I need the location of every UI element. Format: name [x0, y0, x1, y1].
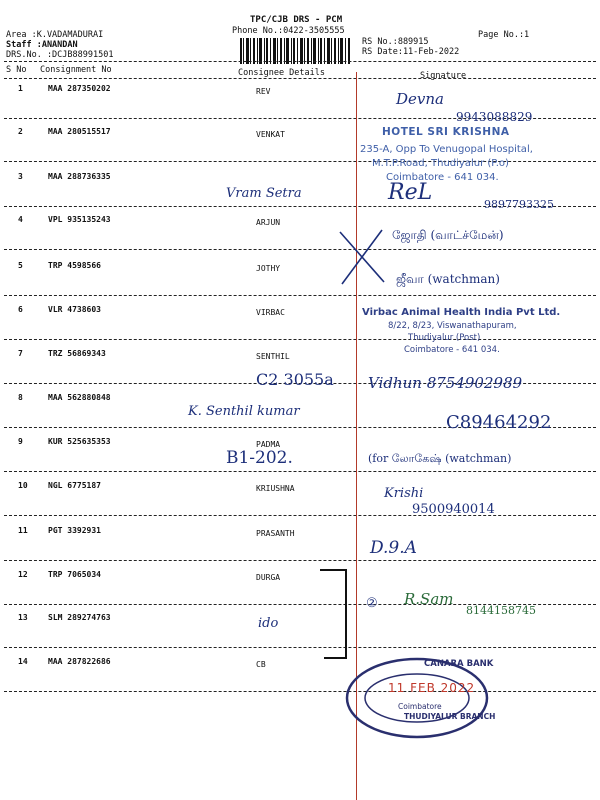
bank-stamp-date: 11 FEB 2022 [388, 681, 476, 695]
row-consignment-number: MAA 288736335 [48, 172, 111, 181]
cross-mark [336, 226, 388, 286]
signature-row3: ReL [388, 180, 433, 205]
signature-row5: ஜீவா (watchman) [396, 272, 500, 286]
row-serial: 10 [18, 481, 28, 490]
rs-date: RS Date:11-Feb-2022 [362, 47, 460, 57]
row-consignment-number: PGT 3392931 [48, 526, 101, 535]
row-consignee-name: SENTHIL [256, 352, 290, 361]
virbac-stamp-line1: 8/22, 8/23, Viswanathapuram, [388, 321, 517, 331]
row-consignee-name: KRIUSHNA [256, 484, 295, 493]
row-consignment-number: TRZ 56869343 [48, 349, 106, 358]
row-divider [4, 339, 596, 340]
row-serial: 1 [18, 84, 23, 93]
row-consignment-number: NGL 6775187 [48, 481, 101, 490]
rs-number: RS No.:889915 [362, 37, 429, 47]
note-row9: B1-202. [226, 448, 293, 468]
signature-row4: ஜோதி (வாட்ச்மேன்) [392, 228, 504, 242]
staff-label: Staff :ANANDAN [6, 40, 78, 50]
signature-row9: (for லோகேஷ் (watchman) [368, 452, 512, 465]
phone-number: Phone No.:0422-3505555 [232, 26, 345, 36]
col-consignee: Consignee Details [238, 68, 325, 78]
row-divider [4, 647, 596, 648]
row-serial: 7 [18, 349, 23, 358]
phone-row12: 8144158745 [466, 604, 536, 617]
row-divider [4, 295, 596, 296]
row-consignment-number: MAA 562880848 [48, 393, 111, 402]
document-title: TPC/CJB DRS - PCM [250, 15, 343, 25]
col-consignment: Consignment No [40, 65, 112, 75]
signature-row11: D.9.A [370, 538, 417, 558]
area-label: Area :K.VADAMADURAI [6, 30, 104, 40]
hotel-stamp-line1: 235-A, Opp To Venugopal Hospital, [360, 144, 533, 155]
row-consignment-number: VPL 935135243 [48, 215, 111, 224]
row-divider [4, 249, 596, 250]
row-serial: 8 [18, 393, 23, 402]
note-row7: C2 3055a [256, 370, 334, 389]
note-row8: K. Senthil kumar [188, 404, 300, 419]
circled-number-row12: ② [366, 596, 378, 611]
bank-stamp-city: Coimbatore [398, 702, 442, 711]
row-serial: 13 [18, 613, 28, 622]
row-serial: 6 [18, 305, 23, 314]
row-consignee-name: ARJUN [256, 218, 281, 227]
phone-row3: 9897793325 [484, 198, 554, 211]
row-serial: 11 [18, 526, 28, 535]
signature-row1: Devna [396, 90, 444, 108]
row-consignee-name: PADMA [256, 440, 281, 449]
row-serial: 4 [18, 215, 23, 224]
row-serial: 3 [18, 172, 23, 181]
row-consignee-name: REV [256, 87, 271, 96]
row-consignment-number: TRP 7065034 [48, 570, 101, 579]
note-row13: ido [258, 616, 279, 631]
row-consignment-number: VLR 4738603 [48, 305, 101, 314]
virbac-stamp-line2: Thudiyalur (Post) [408, 333, 481, 343]
hotel-stamp-name: HOTEL SRI KRISHNA [382, 126, 510, 138]
phone-row1: 9943088829 [456, 110, 533, 124]
col-sno: S No [6, 65, 27, 75]
note-row3: Vram Setra [226, 186, 302, 201]
row-consignee-name: CB [256, 660, 266, 669]
row-serial: 12 [18, 570, 28, 579]
bank-stamp-branch: THUDIYALUR BRANCH [404, 712, 496, 721]
row-consignee-name: VIRBAC [256, 308, 285, 317]
row-serial: 14 [18, 657, 28, 666]
signature-row10: Krishi [384, 486, 424, 501]
row-consignee-name: DURGA [256, 573, 281, 582]
signature-row12: R.Sam [404, 590, 454, 608]
row-divider [4, 471, 596, 472]
row-consignee-name: JOTHY [256, 264, 281, 273]
row-consignee-name: VENKAT [256, 130, 285, 139]
page-number: Page No.:1 [478, 30, 530, 40]
row-divider [4, 515, 596, 516]
row-consignment-number: TRP 4598566 [48, 261, 101, 270]
bank-stamp-name: CANARA BANK [424, 659, 494, 669]
row-consignment-number: MAA 280515517 [48, 127, 111, 136]
drs-number: DRS.No. :DCJB88991501 [6, 50, 114, 60]
row-consignment-number: KUR 525635353 [48, 437, 111, 446]
hotel-stamp-line3: Coimbatore - 641 034. [386, 172, 499, 183]
row-divider [4, 691, 596, 692]
row-serial: 5 [18, 261, 23, 270]
signature-row7: Vidhun 8754902989 [368, 374, 523, 392]
row-consignment-number: SLM 289274763 [48, 613, 111, 622]
row-consignment-number: MAA 287350202 [48, 84, 111, 93]
row-consignee-name: PRASANTH [256, 529, 295, 538]
bracket-mark [316, 566, 352, 662]
header-rule-top [4, 61, 596, 62]
phone-row10: 9500940014 [412, 502, 495, 517]
header-rule-bottom [4, 78, 596, 79]
virbac-stamp-line3: Coimbatore - 641 034. [404, 345, 500, 355]
signature-row8: C89464292 [446, 412, 552, 433]
virbac-stamp-name: Virbac Animal Health India Pvt Ltd. [362, 307, 561, 318]
hotel-stamp-line2: M.T.P.Road, Thudiyalur (P.o) [372, 158, 509, 169]
row-divider [4, 560, 596, 561]
row-serial: 2 [18, 127, 23, 136]
row-consignment-number: MAA 287822686 [48, 657, 111, 666]
row-serial: 9 [18, 437, 23, 446]
col-signature: Signature [420, 71, 467, 81]
